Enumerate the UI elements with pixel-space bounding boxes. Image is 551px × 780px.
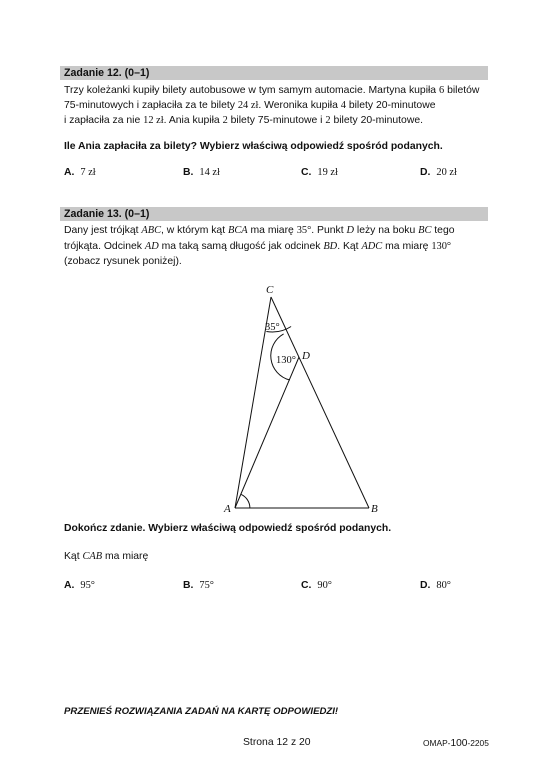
text: i zapłaciła za nie [64,115,144,126]
math: ABC [141,225,162,236]
option-letter: A. [64,167,75,178]
option-value: 75° [199,580,214,591]
exam-code [423,738,489,749]
text: ma miarę [102,551,149,562]
number: 2 [325,115,331,126]
option-letter: C. [301,580,312,591]
task-13-header: Zadanie 13. (0–1) [64,208,150,220]
page-number: Strona 12 z 20 [243,737,311,748]
vertex-label-d: D [302,350,310,362]
task-13-option-c[interactable] [301,580,332,591]
transfer-answers-note: PRZENIEŚ ROZWIĄZANIA ZADAŃ NA KARTĘ ODPOWIEDZI! [64,706,339,717]
option-letter: B. [183,167,194,178]
text: . Weronika kupiła [258,100,341,111]
text: ma taką samą długość jak odcinek [158,241,324,252]
code-part: 100 [450,738,468,749]
text: . Punkt [311,225,347,236]
number: 6 [438,85,445,96]
option-value: 7 zł [80,167,96,178]
task-13-option-a[interactable] [64,580,95,591]
vertex-label-a: A [224,503,231,515]
text: leży na boku [354,225,419,236]
text: ma miarę [382,241,432,252]
text: Kąt [64,551,83,562]
number: 35° [296,225,312,236]
task-13-instruction: Dokończ zdanie. Wybierz właściwą odpowiedź spośród podanych. [64,523,392,534]
option-value: 14 zł [199,167,220,178]
option-letter: A. [64,580,75,591]
number: 4 [340,100,346,111]
option-letter: D. [420,167,431,178]
angle-d-label: 130° [276,355,296,366]
option-value: 80° [436,580,451,591]
text: . Kąt [337,241,362,252]
vertex-label-c: C [266,284,274,296]
task-13-option-b[interactable] [183,580,214,591]
number: 130° [431,241,452,252]
text: trójkąta. Odcinek [64,241,145,252]
text: 75-minutowych i zapłaciła za te bilety [64,100,238,111]
text: biletów [444,85,480,96]
math: CAB [82,551,103,562]
side-cb [271,297,369,508]
math: BC [418,225,432,236]
text: Dany jest trójkąt [64,225,142,236]
math: BCA [228,225,248,236]
text: , w którym kąt [161,225,228,236]
text: ma miarę [247,225,297,236]
vertex-label-b: B [371,503,378,515]
option-letter: B. [183,580,194,591]
math: D [346,225,354,236]
angle-a-arc [241,494,250,508]
task-12-header: Zadanie 12. (0–1) [64,67,150,79]
text: bilety 20-minutowe. [330,115,423,126]
number: 24 zł [237,100,259,111]
number: 2 [222,115,228,126]
task-13-stem [64,550,148,564]
option-value: 95° [80,580,95,591]
angle-c-label: 35° [265,322,280,333]
text: bilety 75-minutowe i [227,115,326,126]
math: ADC [361,241,383,252]
text: Trzy koleżanki kupiły bilety autobusowe w tym samym automacie. Martyna kupiła [64,85,439,96]
task-13-line-3: (zobacz rysunek poniżej). [64,256,182,267]
option-letter: D. [420,580,431,591]
code-part: -2205 [467,738,489,748]
text: bilety 20-minutowe [345,100,436,111]
option-value: 19 zł [317,167,338,178]
option-value: 90° [317,580,332,591]
option-value: 20 zł [436,167,457,178]
text: . Ania kupiła [163,115,223,126]
math: AD [144,241,159,252]
code-part: OMAP- [423,738,451,748]
text: tego [431,225,455,236]
task-12-question: Ile Ania zapłaciła za bilety? Wybierz właściwą odpowiedź spośród podanych. [64,141,443,152]
task-13-option-d[interactable] [420,580,451,591]
math: BD [323,241,338,252]
number: 12 zł [143,115,164,126]
option-letter: C. [301,167,312,178]
